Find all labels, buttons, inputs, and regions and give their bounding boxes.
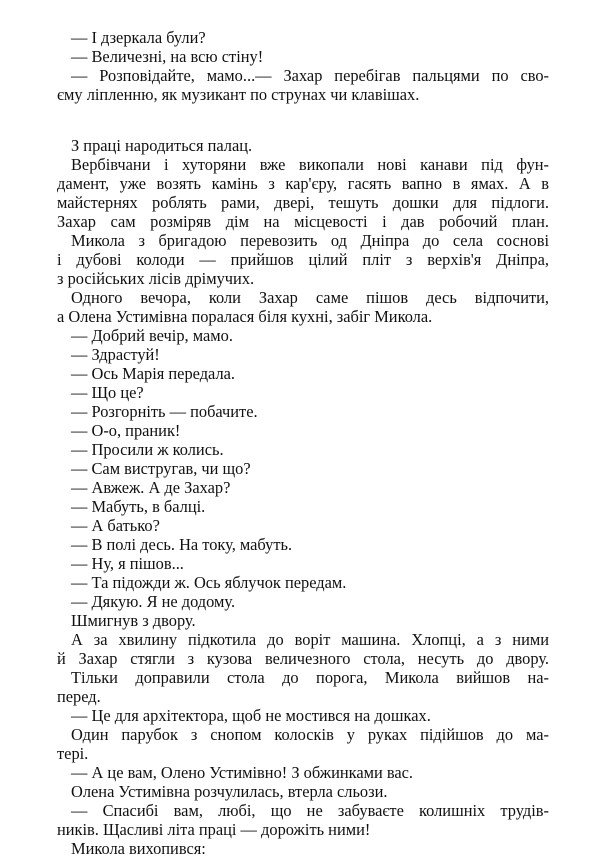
text-line: — В полі десь. На току, мабуть. [71,535,293,554]
text-line: а Олена Устимівна поралася біля кухні, забіг Микола. [57,307,433,326]
text-line: — Величезні, на всю стіну! [71,47,264,66]
text-line: єму ліпленню, як музикант по струнах чи клавішах. [57,85,420,104]
text-line: — Ну, я пішов... [71,554,184,573]
text-line: — Сам вистругав, чи що? [71,459,251,478]
text-line: — Здрастуй! [71,345,160,364]
text-line: Захар сам розміряв дім на місцевості і дав робочий план. [57,212,549,231]
text-line: — Що це? [71,383,144,402]
text-line: дамент, уже возять камінь з кар'єру, гасять вапно в ямах. А в [57,174,549,193]
text-line: — Просили ж колись. [71,440,224,459]
text-line: — Та підожди ж. Ось яблучок передам. [71,573,347,592]
text-line: З праці народиться палац. [71,136,253,155]
text-line: — Розповідайте, мамо...— Захар перебігав пальцями по сво- [71,66,549,85]
text-line: Шмигнув з двору. [71,611,196,630]
text-line: тері. [57,744,89,763]
text-line: — Це для архітектора, щоб не мостився на дошках. [71,706,431,725]
text-line: — А це вам, Олено Устимівно! З обжинками вас. [71,763,414,782]
text-line: майстернях роблять рами, двері, тешуть дошки для підлоги. [57,193,549,212]
text-line: Тільки доправили стола до порога, Микола вийшов на- [71,668,549,687]
text-line: — А батько? [71,516,160,535]
text-line: — І дзеркала були? [71,28,206,47]
text-line: Одного вечора, коли Захар саме пішов десь відпочити, [71,288,549,307]
text-line: — Мабуть, в балці. [71,497,206,516]
text-line: — Добрий вечір, мамо. [71,326,233,345]
text-line: Один парубок з снопом колосків у руках підійшов до ма- [71,725,549,744]
text-line: перед. [57,687,101,706]
text-line: Микола вихопився: [71,839,206,858]
text-line: Олена Устимівна розчулилась, втерла сльози. [71,782,388,801]
text-line: А за хвилину підкотила до воріт машина. Хлопці, а з ними [71,630,549,649]
text-line: — Авжеж. А де Захар? [71,478,231,497]
text-line: — Дякую. Я не додому. [71,592,236,611]
text-line: ників. Щасливі літа праці — дорожіть ними! [57,820,371,839]
text-line: — Спасибі вам, любі, що не забуваєте колишніх трудів- [71,801,549,820]
text-line: й Захар стягли з кузова величезного стола, несуть до двору. [57,649,549,668]
text-line: і дубові колоди — прийшов цілий пліт з верхів'я Дніпра, [57,250,549,269]
text-line: Микола з бригадою перевозить од Дніпра до села соснові [71,231,549,250]
text-line: — Ось Марія передала. [71,364,236,383]
text-line: — О-о, праник! [71,421,181,440]
text-line: — Розгорніть — побачите. [71,402,258,421]
text-line: з російських лісів дрімучих. [57,269,255,288]
text-line: Вербівчани і хуторяни вже викопали нові канави під фун- [71,155,549,174]
